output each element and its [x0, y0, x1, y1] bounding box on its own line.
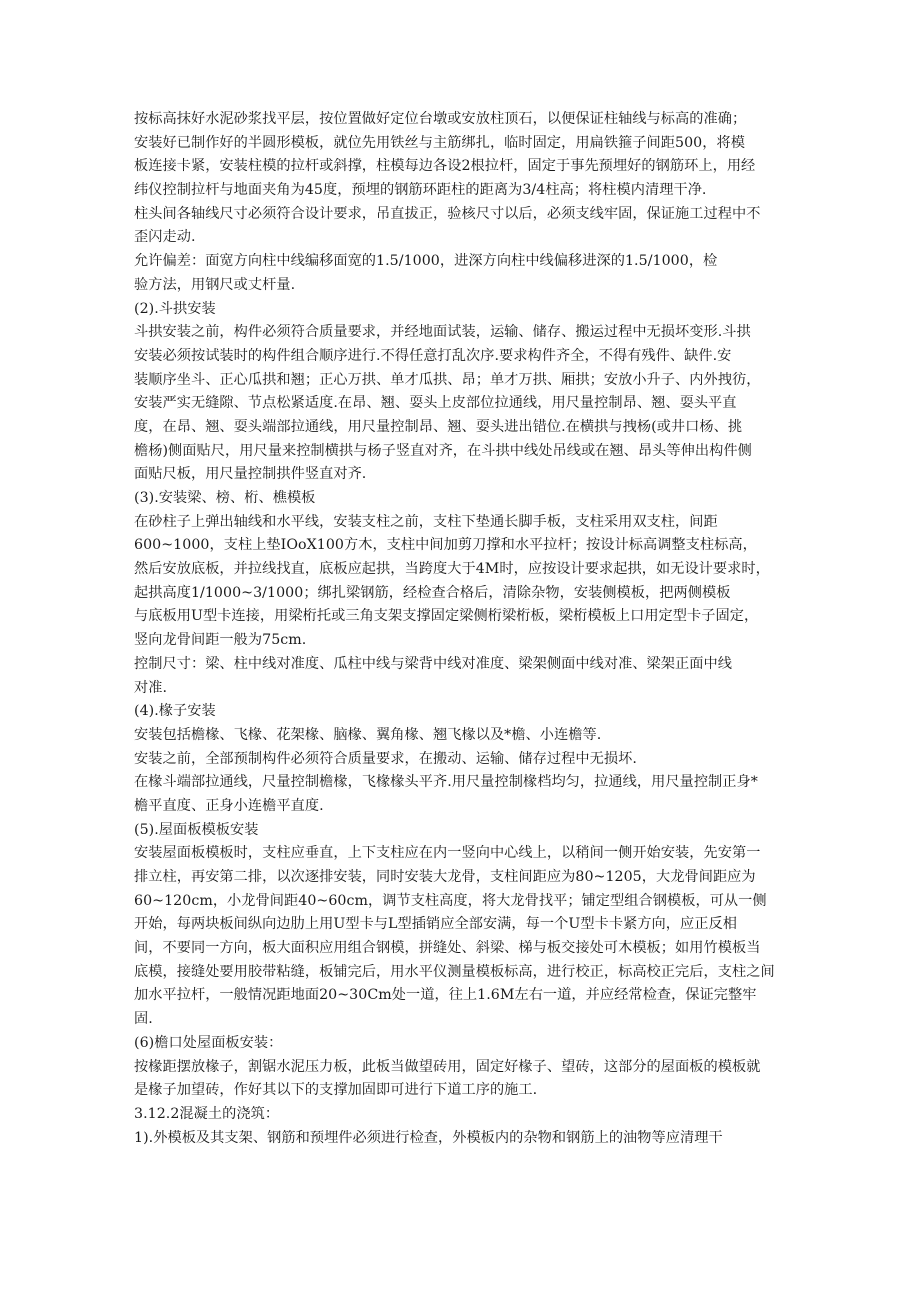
text-line: 1).外模板及其支架、钢筋和预埋件必须进行检查，外模板内的杂物和钢筋上的油物等应清理干 [134, 1129, 723, 1146]
section-heading: (2).斗拱安装 [134, 300, 216, 317]
text-line: 纬仪控制拉杆与地面夹角为45度，预埋的钢筋环距柱的距离为3/4柱高；将柱模内清理干净. [134, 182, 707, 199]
text-line: 加水平拉杆，一般情况距地面20~30Cm处一道，往上1.6M左右一道，并应经常检查，保证完整牢 [134, 987, 757, 1004]
text-line: 竖向龙骨间距一般为75cm. [134, 632, 307, 649]
text-line: 安装之前，全部预制构件必须符合质量要求，在搬动、运输、储存过程中无损坏. [134, 750, 637, 767]
text-line: 装顺序坐斗、正心瓜拱和翘；正心万拱、单才瓜拱、昂；单才万拱、厢拱；安放小升子、内外拽彷， [134, 371, 761, 388]
text-line: 是椽子加望砖，作好其以下的支撑加固即可进行下道工序的施工. [134, 1082, 538, 1099]
section-heading: (5).屋面板模板安装 [134, 821, 259, 838]
text-line: 度，在昂、翘、耍头端部拉通线，用尺量控制昂、翘、耍头进出错位.在横拱与拽杨(或井口杨、挑 [134, 418, 743, 435]
text-line: 檐平直度、正身小连檐平直度. [134, 797, 324, 814]
text-line: 安装必须按试装时的构件组合顺序进行.不得任意打乱次序.要求构件齐全，不得有残件、缺件.安 [134, 347, 732, 364]
text-line: 验方法，用钢尺或丈杆量. [134, 276, 296, 293]
text-line: 在椽斗端部拉通线，尺量控制檐椽，飞椽椽头平齐.用尺量控制椽档均匀，拉通线，用尺量控制正身* [134, 774, 758, 791]
text-line: 檐杨)侧面贴尺，用尺量来控制横拱与杨子竖直对齐，在斗拱中线处吊线或在翘、昂头等伸出构件侧 [134, 442, 752, 459]
text-line: 开始，每两块板间纵向边肋上用U型卡与L型插销应全部安满，每一个U型卡卡紧方向，应正反相 [134, 916, 737, 933]
text-line: 安装严实无缝隙、节点松紧适度.在昂、翘、耍头上皮部位拉通线，用尺量控制昂、翘、耍头平直 [134, 395, 737, 412]
text-line: 允许偏差：面宽方向柱中线编移面宽的1.5/1000，进深方向柱中线偏移进深的1.5/1000，检 [134, 253, 718, 270]
section-heading: (6)檐口处屋面板安装： [134, 1034, 283, 1051]
text-line: 歪闪走动. [134, 229, 196, 246]
text-line: 安装屋面板模板时，支柱应垂直，上下支柱应在内一竖向中心线上，以稍间一侧开始安装，先安第一 [134, 845, 761, 862]
text-line: 间，不要同一方向，板大面积应用组合钢模，拼缝处、斜梁、梯与板交接处可木模板；如用竹模板当 [134, 940, 761, 957]
text-line: 板连接卡紧，安装柱模的拉杆或斜撑，柱模每边各设2根拉杆，固定于事先预埋好的钢筋环上，用经 [134, 158, 756, 175]
text-line: 然后安放底板，并拉线找直，底板应起拱，当跨度大于4M时，应按设计要求起拱，如无设计要求时， [134, 561, 770, 578]
text-line: 柱头间各轴线尺寸必须符合设计要求，吊直拔正，验核尺寸以后，必须支线牢固，保证施工过程中不 [134, 205, 761, 222]
text-line: 排立柱，再安第二排，以次逐排安装，同时安装大龙骨，支柱间距应为80~1205，大龙骨间距应为 [134, 869, 756, 885]
text-line: 按椽距摆放椽子，割锯水泥压力板，此板当做望砖用，固定好椽子、望砖，这部分的屋面板的模板就 [134, 1058, 761, 1075]
text-line: 与底板用U型卡连接，用梁桁托或三角支架支撑固定梁侧桁梁桁板，梁桁模板上口用定型卡子固定， [134, 608, 759, 625]
text-line: 安装包括檐椽、飞椽、花架椽、脑椽、翼角椽、翘飞椽以及*檐、小连檐等. [134, 726, 602, 743]
text-line: 对准. [134, 679, 168, 696]
text-line: 斗拱安装之前，构件必须符合质量要求，并经地面试装，运输、储存、搬运过程中无损坏变形.斗拱 [134, 324, 751, 341]
text-line: 按标高抹好水泥砂浆找平层，按位置做好定位台墩或安放柱顶石，以便保证柱轴线与标高的准确； [134, 111, 747, 127]
text-line: 60~120cm，小龙骨间距40~60cm，调节支柱高度，将大龙骨找平；铺定型组合钢模板，可从一侧 [134, 892, 767, 909]
text-line: 控制尺寸：梁、柱中线对准度、瓜柱中线与梁背中线对准度、梁架侧面中线对准、梁架正面中线 [134, 655, 732, 672]
text-line: 安装好已制作好的半圆形模板，就位先用铁丝与主筋绑扎，临时固定，用扁铁箍子间距500，将模 [134, 134, 745, 151]
text-line: 在砂柱子上弹出轴线和水平线，安装支柱之前，支柱下垫通长脚手板，支柱采用双支柱，间距 [134, 513, 718, 530]
section-heading: (4).椽子安装 [134, 703, 216, 720]
section-heading: 3.12.2混凝土的浇筑： [134, 1105, 280, 1122]
text-line: 固. [134, 1011, 153, 1028]
text-line: 面贴尺板，用尺量控制拱件竖直对齐. [134, 466, 367, 483]
section-heading: (3).安装梁、榜、桁、樵模板 [134, 490, 316, 506]
text-line: 起拱高度1/1000~3/1000；绑扎梁钢筋，经检查合格后，清除杂物，安装侧模板，把两侧模板 [134, 584, 731, 601]
document-body [134, 108, 794, 1150]
text-line: 底模，接缝处要用胶带粘缝，板铺完后，用水平仪测量模板标高，进行校正，标高校正完后，支柱之间 [134, 963, 775, 980]
text-line: 600~1000，支柱上垫IOoX100方木，支柱中间加剪刀撑和水平拉杆；按设计标高调整支柱标高， [134, 537, 757, 554]
